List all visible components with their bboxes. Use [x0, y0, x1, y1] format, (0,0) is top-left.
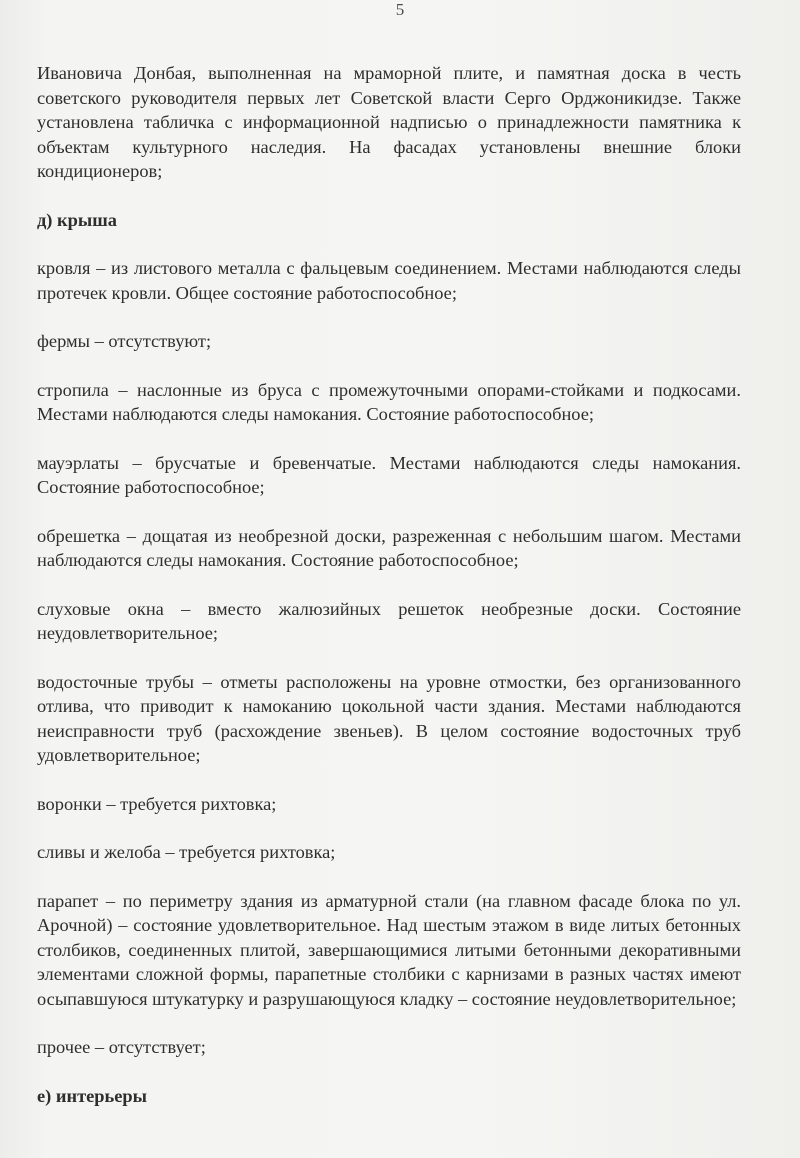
dormer-windows-paragraph: слуховые окна – вместо жалюзийных решеток необрезные доски. Состояние неудовлетворительное; [37, 598, 741, 643]
rafters-paragraph: стропила – наслонные из бруса с промежуточными опорами-стойками и подкосами. Местами наблюдаются следы намокания. Состояние работоспособное; [37, 379, 741, 424]
other-paragraph: прочее – отсутствует; [37, 1037, 206, 1057]
trusses-paragraph: фермы – отсутствуют; [37, 331, 212, 351]
section-heading-roof: д) крыша [37, 209, 117, 230]
document-body [37, 61, 741, 1132]
roofing-paragraph: кровля – из листового металла с фальцевым соединением. Местами наблюдаются следы протечек кровли. Общее состояние работоспособное; [37, 258, 741, 303]
parapet-paragraph: парапет – по периметру здания из арматурной стали (на главном фасаде блока по ул. Арочной) – состояние удовлетворительное. Над шестым этажом в виде литых бетонных столбиков, соединенных плитой, завершающимися литыми бетонными декоративными элементами сложной формы, парапетные столбики с карнизами в разных частях имеют осыпавшуюся штукатурку и разрушающуюся кладку – состояние неудовлетворительное; [37, 890, 741, 1009]
gutters-paragraph: сливы и желоба – требуется рихтовка; [37, 842, 336, 862]
funnels-paragraph: воронки – требуется рихтовка; [37, 793, 277, 814]
section-heading-interiors: е) интерьеры [37, 1085, 147, 1106]
downpipes-paragraph: водосточные трубы – отметы расположены на уровне отмостки, без организованного отлива, что приводит к намоканию цокольной части здания. Местами наблюдаются неисправности труб (расхождение звеньев). В целом состояние водосточных труб удовлетворительное; [37, 671, 741, 765]
battens-paragraph: обрешетка – дощатая из необрезной доски, разреженная с небольшим шагом. Местами наблюдаются следы намокания. Состояние работоспособное; [37, 525, 741, 570]
page-number: 5 [395, 0, 405, 19]
facade-continuation-paragraph: Ивановича Донбая, выполненная на мраморной плите, и памятная доска в честь советского руководителя первых лет Советской власти Серго Орджоникидзе. Также установлена табличка с информационной надписью о принадлежности памятника к объектам культурного наследия. На фасадах установлены внешние блоки кондиционеров; [37, 63, 741, 181]
wall-plates-paragraph: мауэрлаты – брусчатые и бревенчатые. Местами наблюдаются следы намокания. Состояние работоспособное; [37, 452, 741, 497]
